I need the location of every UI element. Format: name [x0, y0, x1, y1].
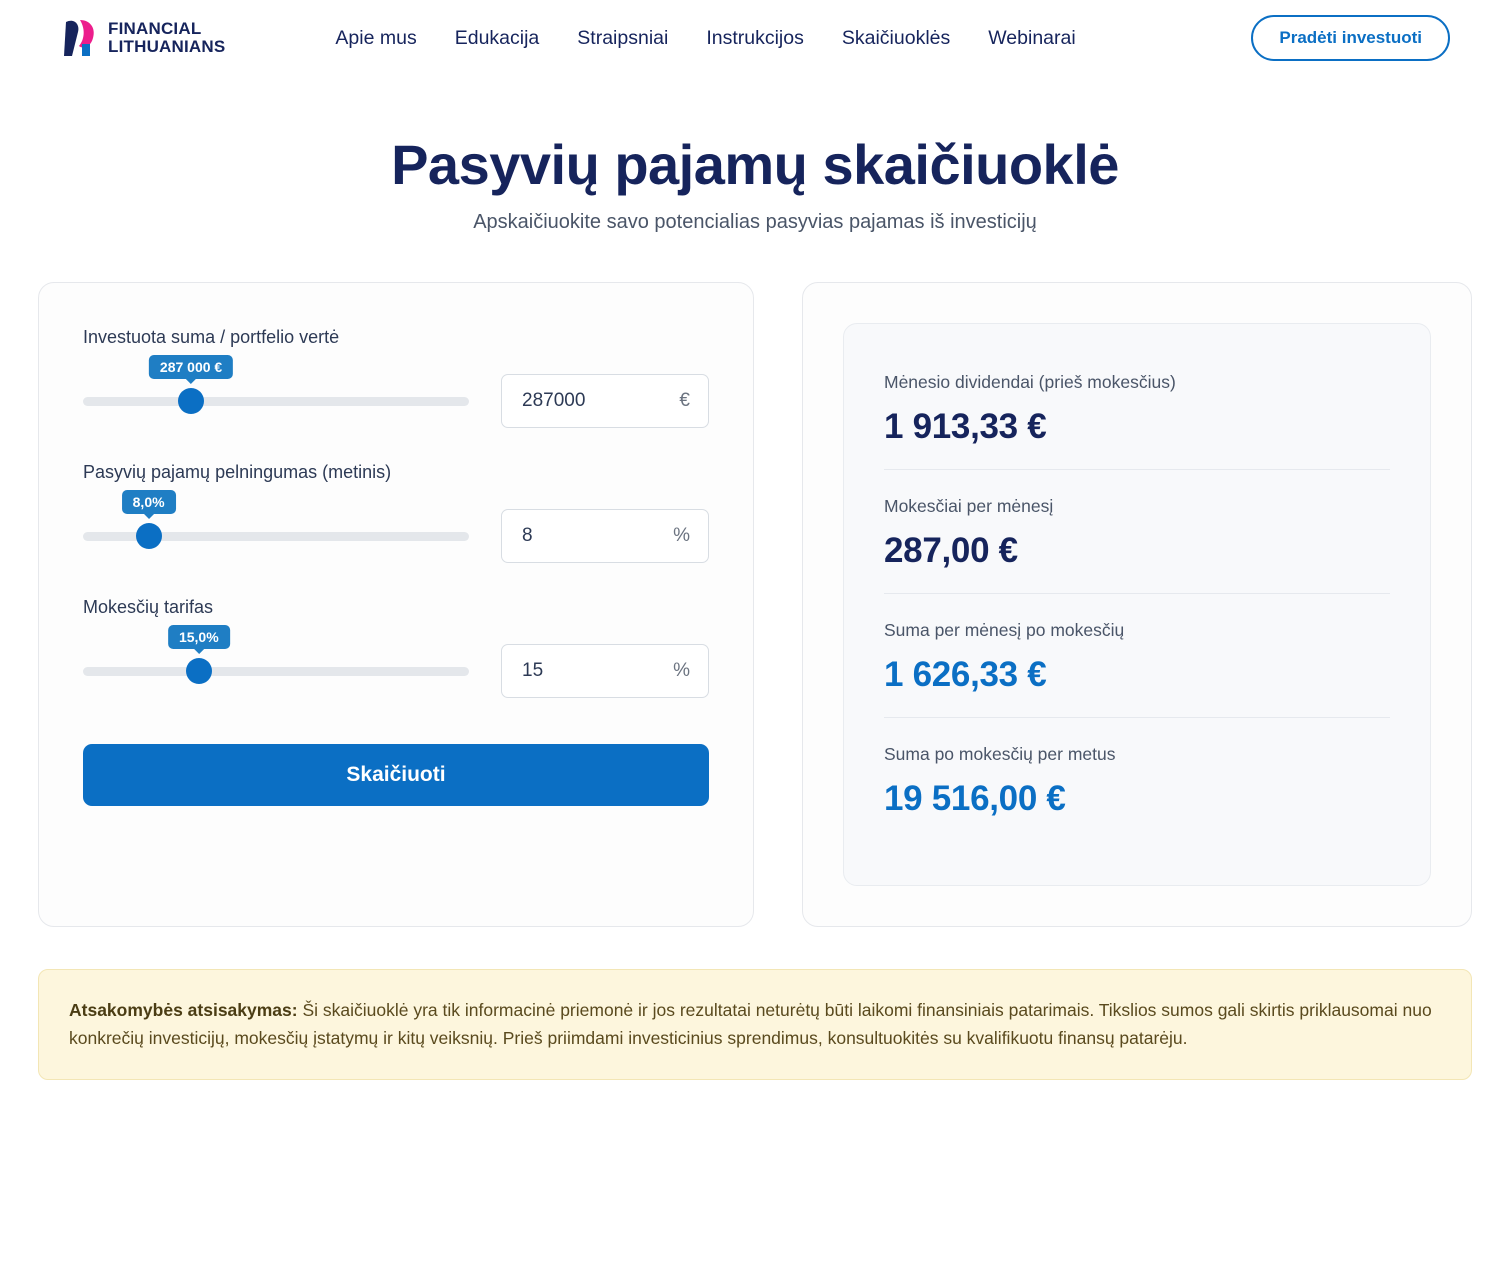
disclaimer-text: Ši skaičiuoklė yra tik informacinė priemonė ir jos rezultatai neturėtų būti laikomi finansiniais patarimais. Tikslios sumos gali skirtis priklausomai nuo konkrečių investicijų, mokesčių įstatymų ir kitų veiksnių. Prieš priimdami investicinius sprendimus, konsultuokitės su kvalifikuotu finansų patarėju.: [69, 1000, 1432, 1049]
slider-thumb-tax-rate[interactable]: [186, 658, 212, 684]
nav-item-apie-mus[interactable]: Apie mus: [335, 26, 417, 49]
result-label-yearly-after-tax: Suma po mokesčių per metus: [884, 744, 1116, 764]
calculate-button[interactable]: Skaičiuoti: [83, 744, 709, 806]
nav-item-straipsniai[interactable]: Straipsniai: [577, 26, 669, 49]
logo-text: [108, 20, 225, 56]
nav-item-skaiciuokles[interactable]: Skaičiuoklės: [841, 26, 951, 49]
logo-line-2: LITHUANIANS: [108, 37, 226, 56]
start-investing-button[interactable]: Pradėti investuoti: [1251, 15, 1450, 61]
site-header: [0, 0, 1510, 76]
slider-invested-amount[interactable]: [83, 358, 469, 416]
logo[interactable]: [60, 16, 225, 60]
input-box-yield[interactable]: [501, 509, 709, 563]
result-label-monthly-taxes: Mokesčiai per mėnesį: [884, 496, 1054, 516]
result-value-yearly-after-tax: 19 516,00 €: [884, 779, 1066, 818]
unit-euro-amount: €: [679, 390, 690, 411]
slider-tax-rate[interactable]: [83, 628, 469, 686]
result-monthly-dividends: [884, 360, 1390, 469]
result-label-monthly-dividends: Mėnesio dividendai (prieš mokesčius): [884, 372, 1176, 392]
field-label-invested-amount: Investuota suma / portfelio vertė: [83, 327, 340, 347]
result-label-monthly-after-tax: Suma per mėnesį po mokesčių: [884, 620, 1125, 640]
slider-thumb-yield[interactable]: [136, 523, 162, 549]
field-yield: [83, 462, 709, 563]
result-yearly-after-tax: [884, 717, 1390, 841]
page-subtitle: Apskaičiuokite savo potencialias pasyvias pajamas iš investicijų: [473, 211, 1037, 233]
input-box-tax-rate[interactable]: [501, 644, 709, 698]
field-invested-amount: [83, 327, 709, 428]
unit-percent-tax: %: [673, 660, 690, 681]
main-navigation: [335, 27, 1075, 50]
yield-input[interactable]: [520, 524, 665, 548]
logo-line-1: FINANCIAL: [108, 19, 202, 39]
unit-percent-yield: %: [673, 525, 690, 546]
slider-track-invested-amount[interactable]: [83, 358, 469, 406]
slider-bubble-tax-rate: 15,0%: [168, 625, 230, 649]
disclaimer-title: Atsakomybės atsisakymas:: [69, 1000, 298, 1020]
input-box-invested-amount[interactable]: [501, 374, 709, 428]
slider-thumb-invested-amount[interactable]: [178, 388, 204, 414]
calculator-results-card: [802, 282, 1472, 927]
invested-amount-input[interactable]: [520, 389, 671, 413]
nav-item-instrukcijos[interactable]: Instrukcijos: [706, 26, 804, 49]
slider-bubble-invested-amount: 287 000 €: [149, 355, 233, 379]
field-label-yield: Pasyvių pajamų pelningumas (metinis): [83, 462, 392, 482]
result-value-monthly-taxes: 287,00 €: [884, 531, 1018, 570]
nav-item-edukacija[interactable]: Edukacija: [454, 26, 540, 49]
field-label-tax-rate: Mokesčių tarifas: [83, 597, 214, 617]
slider-yield[interactable]: [83, 493, 469, 551]
calculator-inputs-card: [38, 282, 754, 927]
nav-item-webinarai[interactable]: Webinarai: [988, 26, 1076, 49]
tax-rate-input[interactable]: [520, 659, 665, 683]
disclaimer-banner: [38, 969, 1472, 1080]
results-panel: [843, 323, 1431, 886]
page-title-section: [0, 132, 1510, 234]
slider-bubble-yield: 8,0%: [122, 490, 176, 514]
result-monthly-after-tax: [884, 593, 1390, 717]
financial-lithuanians-logo-icon: [60, 16, 100, 60]
slider-track-tax-rate[interactable]: [83, 628, 469, 676]
result-monthly-taxes: [884, 469, 1390, 593]
slider-track-yield[interactable]: [83, 493, 469, 541]
main-content: [0, 282, 1510, 927]
result-value-monthly-dividends: 1 913,33 €: [884, 407, 1047, 446]
page-title: Pasyvių pajamų skaičiuoklė: [391, 133, 1119, 196]
field-tax-rate: [83, 597, 709, 698]
result-value-monthly-after-tax: 1 626,33 €: [884, 655, 1047, 694]
